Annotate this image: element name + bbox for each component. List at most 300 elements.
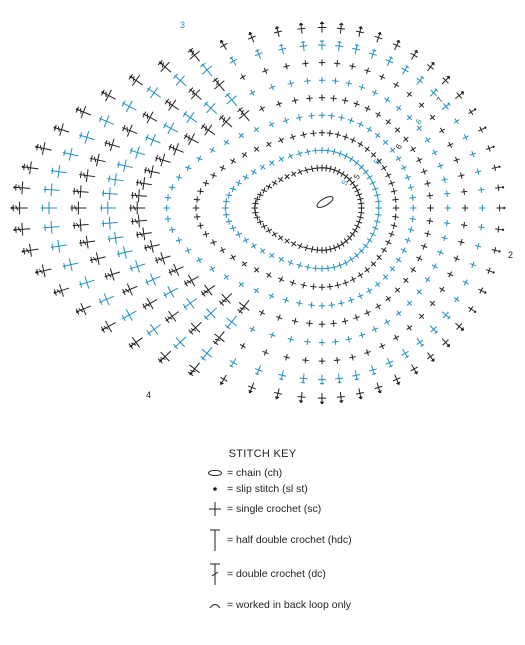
stitch-key: [0, 440, 525, 640]
single-crochet-symbol: [277, 136, 286, 145]
single-crochet-symbol: [428, 299, 437, 308]
key-label-back-loop: = worked in back loop only: [227, 599, 352, 611]
single-crochet-symbol: [401, 276, 410, 285]
single-crochet-symbol: [405, 323, 414, 332]
single-crochet-symbol: [286, 152, 295, 161]
single-crochet-symbol: [326, 283, 333, 290]
single-crochet-symbol: [310, 130, 317, 137]
single-crochet-symbol: [357, 214, 365, 222]
half-double-crochet-symbol: [335, 373, 344, 384]
single-crochet-symbol: [388, 264, 397, 273]
half-double-crochet-symbol: [414, 74, 426, 87]
single-crochet-symbol: [356, 140, 365, 149]
single-crochet-symbol: [374, 110, 383, 119]
half-double-crochet-symbol: [50, 164, 68, 179]
double-crochet-symbol: [216, 289, 236, 309]
single-crochet-symbol: [197, 188, 204, 195]
single-crochet-symbol: [302, 244, 310, 252]
single-crochet-symbol: [345, 336, 353, 344]
slip-stitch-dot: [249, 32, 251, 34]
double-crochet-symbol: [153, 152, 172, 169]
single-crochet-symbol: [477, 125, 486, 134]
double-crochet-symbol: [52, 282, 71, 299]
single-crochet-symbol: [436, 248, 444, 256]
single-crochet-symbol: [384, 238, 393, 247]
single-crochet-symbol: [356, 120, 364, 128]
double-crochet-symbol: [135, 176, 153, 191]
slip-stitch-dot: [432, 62, 434, 64]
single-crochet-symbol: [373, 191, 381, 199]
chain-oval-icon: [205, 469, 225, 477]
single-crochet-symbol: [461, 133, 470, 142]
single-crochet-symbol: [184, 164, 192, 172]
single-crochet-symbol: [331, 244, 339, 252]
single-crochet-symbol: [355, 191, 363, 199]
side-label-7: 7: [434, 95, 445, 104]
single-crochet-symbol: [261, 67, 269, 75]
slip-stitch-dot: [190, 50, 192, 52]
half-double-crochet-symbol: [424, 60, 436, 73]
single-crochet-symbol: [304, 77, 311, 84]
single-crochet-symbol: [405, 113, 414, 122]
single-crochet-symbol: [282, 296, 290, 304]
half-double-crochet-symbol: [97, 290, 117, 308]
single-crochet-symbol: [469, 261, 477, 269]
single-crochet-symbol: [461, 222, 468, 229]
single-crochet-symbol: [319, 339, 325, 345]
double-crochet-symbol: [155, 346, 175, 366]
double-crochet-symbol: [78, 235, 96, 250]
half-double-crochet-symbol: [318, 40, 326, 50]
half-double-crochet-symbol: [218, 373, 230, 386]
single-crochet-symbol: [428, 113, 437, 122]
single-crochet-symbol: [218, 164, 226, 172]
single-crochet-symbol: [495, 226, 502, 233]
single-crochet-symbol: [289, 133, 297, 141]
single-crochet-symbol: [287, 80, 295, 88]
single-crochet-symbol: [304, 338, 311, 345]
half-double-crochet-symbol: [227, 356, 239, 369]
single-crochet-symbol: [225, 218, 232, 225]
half-double-crochet-symbol: [201, 98, 221, 118]
single-crochet-symbol: [485, 144, 493, 152]
half-double-crochet-symbol: [408, 363, 420, 376]
single-crochet-symbol: [327, 245, 335, 253]
single-crochet-symbol: [268, 331, 276, 339]
slip-stitch-dot: [503, 207, 505, 209]
single-crochet-symbol: [202, 179, 210, 187]
single-crochet-symbol: [438, 126, 447, 135]
single-crochet-symbol: [452, 295, 461, 304]
single-crochet-symbol: [169, 226, 176, 233]
single-crochet-symbol: [375, 198, 382, 205]
single-crochet-symbol: [443, 220, 450, 227]
single-crochet-symbol: [477, 286, 486, 295]
double-crochet-symbol: [234, 296, 254, 316]
half-double-crochet-symbol: [227, 55, 239, 68]
single-crochet-symbol: [165, 215, 172, 222]
half-double-crochet-symbol: [143, 271, 163, 289]
single-crochet-symbol: [420, 242, 428, 250]
single-crochet-symbol: [400, 164, 409, 173]
single-crochet-symbol: [457, 238, 465, 246]
half-double-crochet-symbol: [253, 364, 264, 376]
single-crochet-symbol: [242, 236, 250, 244]
single-crochet-symbol: [371, 185, 379, 193]
half-double-crochet-symbol: [144, 83, 164, 103]
single-crochet-symbol: [355, 218, 363, 226]
single-crochet-symbol: [496, 205, 502, 211]
single-crochet-symbol: [349, 63, 357, 71]
half-double-crochet-symbol: [119, 97, 139, 116]
single-crochet-symbol: [378, 73, 386, 81]
single-crochet-symbol: [334, 281, 342, 289]
single-crochet-symbol: [218, 246, 226, 254]
single-crochet-symbol: [384, 171, 393, 180]
single-crochet-symbol: [392, 333, 401, 342]
single-crochet-symbol: [452, 254, 460, 262]
single-crochet-symbol: [330, 320, 337, 327]
single-crochet-symbol: [229, 185, 237, 193]
single-crochet-symbol: [358, 200, 365, 207]
single-crochet-symbol: [365, 173, 374, 182]
single-crochet-symbol: [352, 100, 360, 108]
slip-stitch-dot: [321, 22, 323, 24]
single-crochet-symbol: [222, 205, 228, 211]
half-double-crochet-symbol: [197, 60, 217, 80]
slip-stitch-dot: [484, 127, 486, 129]
single-crochet-symbol: [380, 164, 389, 173]
half-double-crochet-symbol: [100, 202, 116, 215]
single-crochet-symbol: [353, 222, 362, 231]
single-crochet-symbol: [347, 155, 356, 164]
double-crochet-symbol: [140, 108, 160, 127]
single-crochet-symbol: [394, 154, 403, 163]
double-crochet-symbol: [70, 202, 86, 215]
single-crochet-symbol: [308, 112, 315, 119]
slip-stitch-dot: [160, 359, 162, 361]
single-crochet-symbol: [319, 321, 325, 327]
single-crochet-symbol: [392, 196, 399, 203]
single-crochet-symbol: [264, 271, 273, 280]
single-crochet-symbol: [404, 236, 412, 244]
single-crochet-symbol: [267, 251, 276, 260]
single-crochet-symbol: [265, 183, 273, 191]
single-crochet-symbol: [404, 173, 412, 181]
slip-stitch-dot: [160, 62, 162, 64]
single-crochet-symbol: [363, 67, 371, 75]
half-double-crochet-symbol: [299, 41, 308, 52]
single-crochet-symbol: [430, 148, 439, 157]
slip-stitch-dot: [340, 401, 342, 403]
single-crochet-symbol: [347, 116, 355, 124]
single-crochet-symbol: [260, 187, 268, 195]
double-crochet-symbol: [140, 294, 160, 313]
single-crochet-symbol: [175, 236, 183, 244]
single-crochet-symbol: [258, 163, 267, 172]
half-double-crochet-symbol: [355, 388, 365, 399]
single-crochet-symbol: [229, 224, 237, 232]
stitch-key-title: STITCH KEY: [228, 448, 297, 460]
half-double-crochet-symbol: [440, 309, 453, 322]
single-crochet-symbol: [341, 97, 349, 105]
slip-stitch-dot: [190, 372, 192, 374]
half-double-crochet-symbol: [318, 375, 326, 385]
single-crochet-symbol: [369, 179, 378, 188]
slip-stitch-dot: [102, 328, 104, 330]
single-crochet-symbol: [267, 120, 276, 129]
single-crochet-symbol: [479, 205, 485, 211]
single-crochet-symbol: [405, 90, 414, 99]
single-crochet-symbol: [306, 95, 313, 102]
double-crochet-symbol: [162, 306, 182, 326]
half-double-crochet-symbol: [299, 373, 308, 384]
half-double-crochet-symbol: [144, 319, 164, 339]
slip-stitch-dot: [498, 250, 500, 252]
single-crochet-symbol: [381, 273, 390, 282]
single-crochet-symbol: [304, 148, 312, 156]
single-crochet-symbol: [283, 172, 292, 181]
double-crochet-symbol: [181, 130, 201, 149]
double-crochet-symbol: [126, 71, 146, 91]
single-crochet-symbol: [342, 152, 350, 160]
single-crochet-symbol: [252, 209, 259, 216]
single-crochet-symbol: [363, 104, 371, 112]
single-crochet-symbol: [319, 77, 325, 83]
single-crochet-symbol: [409, 145, 418, 154]
single-crochet-symbol: [393, 125, 402, 134]
double-crochet-symbol: [22, 243, 40, 258]
single-crochet-symbol: [401, 135, 410, 144]
single-crochet-symbol: [399, 246, 408, 255]
single-crochet-symbol: [383, 95, 392, 104]
slip-stitch-dot: [22, 166, 24, 168]
single-crochet-symbol: [260, 222, 268, 230]
slip-stitch-dot: [474, 108, 476, 110]
single-crochet-symbol: [300, 281, 308, 289]
single-crochet-symbol: [405, 299, 414, 308]
single-crochet-symbol: [258, 308, 267, 317]
half-double-crochet-symbol: [170, 70, 190, 90]
single-crochet-symbol: [235, 230, 243, 238]
slip-stitch-dot: [502, 186, 504, 188]
single-crochet-symbol: [283, 353, 291, 361]
single-crochet-symbol: [319, 266, 325, 272]
single-crochet-symbol: [342, 258, 350, 266]
single-crochet-symbol: [478, 224, 485, 231]
key-label-half-double-crochet: = half double crochet (hdc): [227, 534, 352, 546]
single-crochet-symbol: [289, 169, 298, 178]
half-double-crochet-symbol: [453, 320, 466, 333]
slip-stitch-dot: [220, 383, 222, 385]
half-double-crochet-symbol: [161, 119, 181, 138]
slip-stitch-dot: [474, 311, 476, 313]
double-crochet-symbol: [72, 185, 89, 199]
single-crochet-symbol: [390, 222, 398, 230]
single-crochet-symbol: [393, 205, 399, 211]
single-crochet-symbol: [349, 136, 357, 144]
half-double-crochet-symbol: [424, 350, 436, 363]
single-crochet-symbol: [328, 112, 335, 119]
half-double-crochet-symbol: [43, 183, 60, 197]
slip-stitch-dot: [102, 91, 104, 93]
half-double-crochet-symbol: [439, 74, 452, 87]
single-crochet-symbol: [446, 141, 455, 150]
round-label-4: 4: [146, 390, 152, 400]
single-crochet-symbol: [491, 164, 499, 172]
half-double-crochet-symbol: [101, 187, 118, 201]
single-crochet-symbol: [289, 239, 298, 248]
double-crochet-symbol: [155, 57, 175, 77]
single-crochet-symbol: [319, 358, 325, 364]
half-double-crochet-symbol: [77, 274, 96, 291]
single-crochet-symbol: [392, 81, 401, 90]
slip-stitch-dot: [220, 40, 222, 42]
double-crochet-symbol: [216, 112, 236, 132]
single-crochet-symbol: [361, 241, 370, 250]
double-crochet-symbol: [52, 121, 71, 138]
single-crochet-symbol: [384, 294, 393, 303]
single-crochet-symbol: [430, 262, 439, 271]
single-crochet-symbol: [352, 314, 360, 322]
double-crochet-symbol: [185, 84, 205, 104]
half-double-crochet-symbol: [297, 391, 306, 402]
single-crochet-symbol: [275, 100, 283, 108]
slip-stitch-dot: [321, 402, 323, 404]
single-crochet-symbol: [474, 168, 482, 176]
single-crochet-symbol: [319, 130, 325, 136]
single-crochet-symbol: [420, 168, 428, 176]
half-double-crochet-symbol: [180, 293, 200, 313]
single-crochet-symbol: [194, 213, 201, 220]
single-crochet-symbol: [390, 187, 398, 195]
half-double-crochet-symbol: [335, 41, 344, 52]
round-label-2: 2: [508, 250, 514, 260]
half-double-crochet-symbol: [439, 336, 452, 349]
single-crochet-symbol: [175, 174, 183, 182]
single-crochet-symbol: [394, 309, 403, 318]
key-row-single-crochet: [205, 498, 321, 520]
single-crochet-symbol: [319, 59, 325, 65]
double-crochet-symbol: [72, 218, 89, 232]
single-crochet-symbol: [436, 162, 444, 170]
single-crochet-symbol: [267, 158, 276, 167]
single-crochet-symbol: [326, 130, 333, 137]
half-double-crochet-symbol: [368, 364, 379, 376]
single-crochet-symbol: [296, 299, 304, 307]
single-crochet-symbol: [365, 236, 374, 245]
half-double-crochet-symbol: [222, 312, 242, 332]
single-crochet-symbol: [295, 261, 303, 269]
single-crochet-symbol: [331, 166, 339, 174]
single-crochet-symbol: [381, 138, 390, 147]
double-crochet-symbol: [89, 251, 107, 267]
slip-stitch-dot: [498, 166, 500, 168]
single-crochet-symbol: [165, 194, 172, 201]
single-crochet-symbol: [394, 104, 403, 113]
single-crochet-symbol: [423, 136, 432, 145]
slip-stitch-dot: [415, 50, 417, 52]
single-crochet-symbol: [324, 265, 331, 272]
single-crochet-symbol: [495, 184, 502, 191]
half-double-crochet-symbol: [97, 112, 117, 130]
slip-stitch-dot: [13, 229, 15, 231]
single-crochet-symbol: [264, 140, 273, 149]
single-crochet-symbol: [306, 320, 313, 327]
single-crochet-symbol: [363, 265, 372, 274]
double-crochet-symbol: [143, 238, 161, 254]
double-crochet-symbol: [198, 120, 218, 140]
single-crochet-symbol: [312, 265, 319, 272]
double-crochet-symbol: [126, 333, 146, 353]
half-double-crochet-symbol: [201, 303, 221, 323]
single-crochet-symbol: [415, 287, 424, 296]
slip-stitch-dot: [11, 207, 13, 209]
single-crochet-symbol: [334, 60, 341, 67]
single-crochet-symbol: [443, 190, 450, 197]
stitch-symbols: [11, 22, 506, 405]
single-crochet-symbol: [426, 217, 433, 224]
single-crochet-symbol: [223, 211, 230, 218]
single-crochet-symbol: [375, 253, 384, 262]
half-double-crochet-symbol: [368, 48, 379, 60]
half-double-crochet-symbol: [391, 39, 402, 51]
double-crochet-symbol: [130, 214, 147, 228]
half-double-crochet-symbol: [170, 332, 190, 352]
single-crochet-symbol: [319, 284, 325, 290]
double-crochet-symbol: [153, 250, 172, 267]
single-crochet-symbol: [308, 245, 316, 253]
single-crochet-symbol: [409, 215, 416, 222]
double-crochet-symbol: [135, 226, 153, 241]
key-label-single-crochet: = single crochet (sc): [227, 503, 322, 515]
single-crochet-symbol: [478, 186, 485, 193]
half-double-crochet-symbol: [128, 258, 147, 275]
double-crochet-symbol: [185, 318, 205, 338]
side-label-6b: 6: [393, 142, 404, 151]
single-crochet-symbol: [368, 230, 377, 239]
single-crochet-symbol: [229, 253, 238, 262]
slip-stitch-dot: [130, 76, 132, 78]
single-crochet-symbol: [319, 95, 325, 101]
key-label-chain: = chain (ch): [227, 467, 283, 479]
half-double-crochet-symbol: [277, 43, 287, 55]
half-double-crochet-icon: [205, 528, 225, 552]
single-crochet-symbol: [286, 258, 295, 267]
half-double-crochet-symbol: [128, 144, 147, 161]
single-crochet-symbol: [194, 196, 201, 203]
foundation-chain: [315, 194, 334, 209]
single-crochet-symbol: [184, 246, 192, 254]
single-crochet-symbol: [365, 125, 374, 134]
slip-stitch-dot: [432, 359, 434, 361]
single-crochet-symbol: [277, 275, 286, 284]
double-crochet-symbol: [103, 136, 122, 153]
single-crochet-symbol: [308, 302, 315, 309]
half-double-crochet-symbol: [218, 39, 230, 52]
single-crochet-symbol: [197, 222, 204, 229]
half-double-crochet-symbol: [253, 48, 264, 60]
single-crochet-symbol: [295, 149, 303, 157]
slip-stitch-dot: [35, 146, 37, 148]
single-crochet-symbol: [356, 292, 364, 300]
single-crochet-symbol: [393, 286, 402, 295]
single-crochet-symbol: [461, 278, 470, 287]
single-crochet-symbol: [276, 233, 285, 242]
single-crochet-symbol: [407, 184, 415, 192]
slip-stitch-dot: [76, 311, 78, 313]
key-label-double-crochet: = double crochet (dc): [227, 568, 326, 580]
